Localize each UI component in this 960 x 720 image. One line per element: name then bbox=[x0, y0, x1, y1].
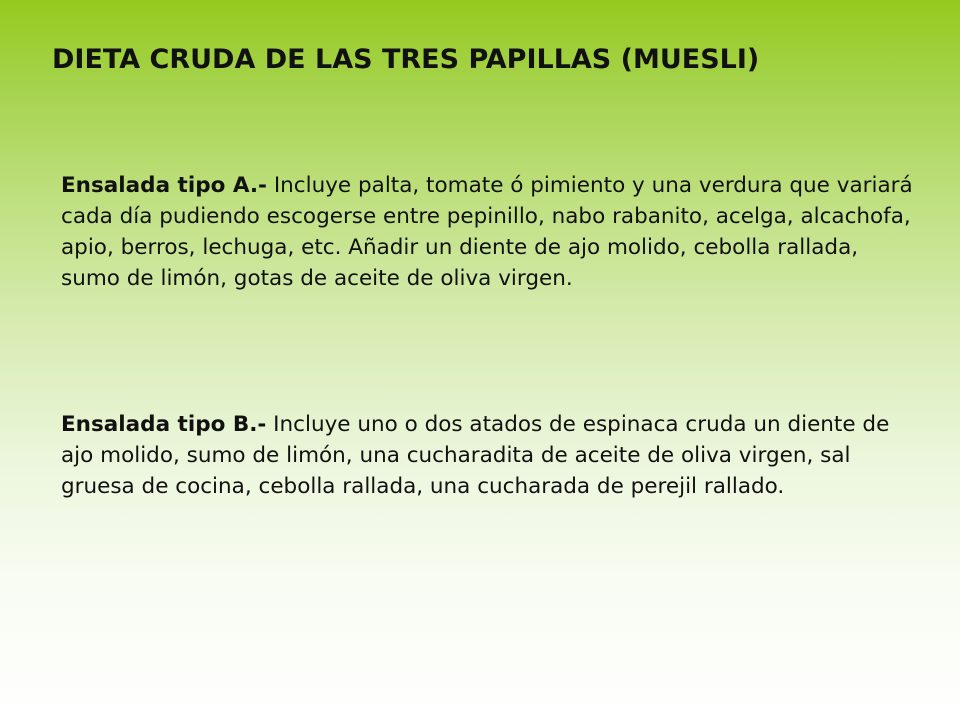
salad-b-heading: Ensalada tipo B.- bbox=[61, 412, 267, 437]
salad-b-paragraph bbox=[61, 409, 921, 502]
salad-b-description: Incluye uno o dos atados de espinaca cruda un diente de ajo molido, sumo de limón, una cucharadita de aceite de oliva virgen, sal gruesa de cocina, cebolla rallada, una cucharada de perejil rallado. bbox=[61, 412, 890, 499]
salad-a-description: Incluye palta, tomate ó pimiento y una verdura que variará cada día pudiendo escogerse entre pepinillo, nabo rabanito, acelga, alcachofa, apio, berros, lechuga, etc. Añadir un diente de ajo molido, cebolla rallada, sumo de limón, gotas de aceite de oliva virgen. bbox=[61, 173, 913, 291]
salad-a-heading: Ensalada tipo A.- bbox=[61, 173, 267, 198]
slide-title: DIETA CRUDA DE LAS TRES PAPILLAS (MUESLI) bbox=[52, 44, 760, 75]
salad-a-paragraph bbox=[61, 170, 921, 294]
